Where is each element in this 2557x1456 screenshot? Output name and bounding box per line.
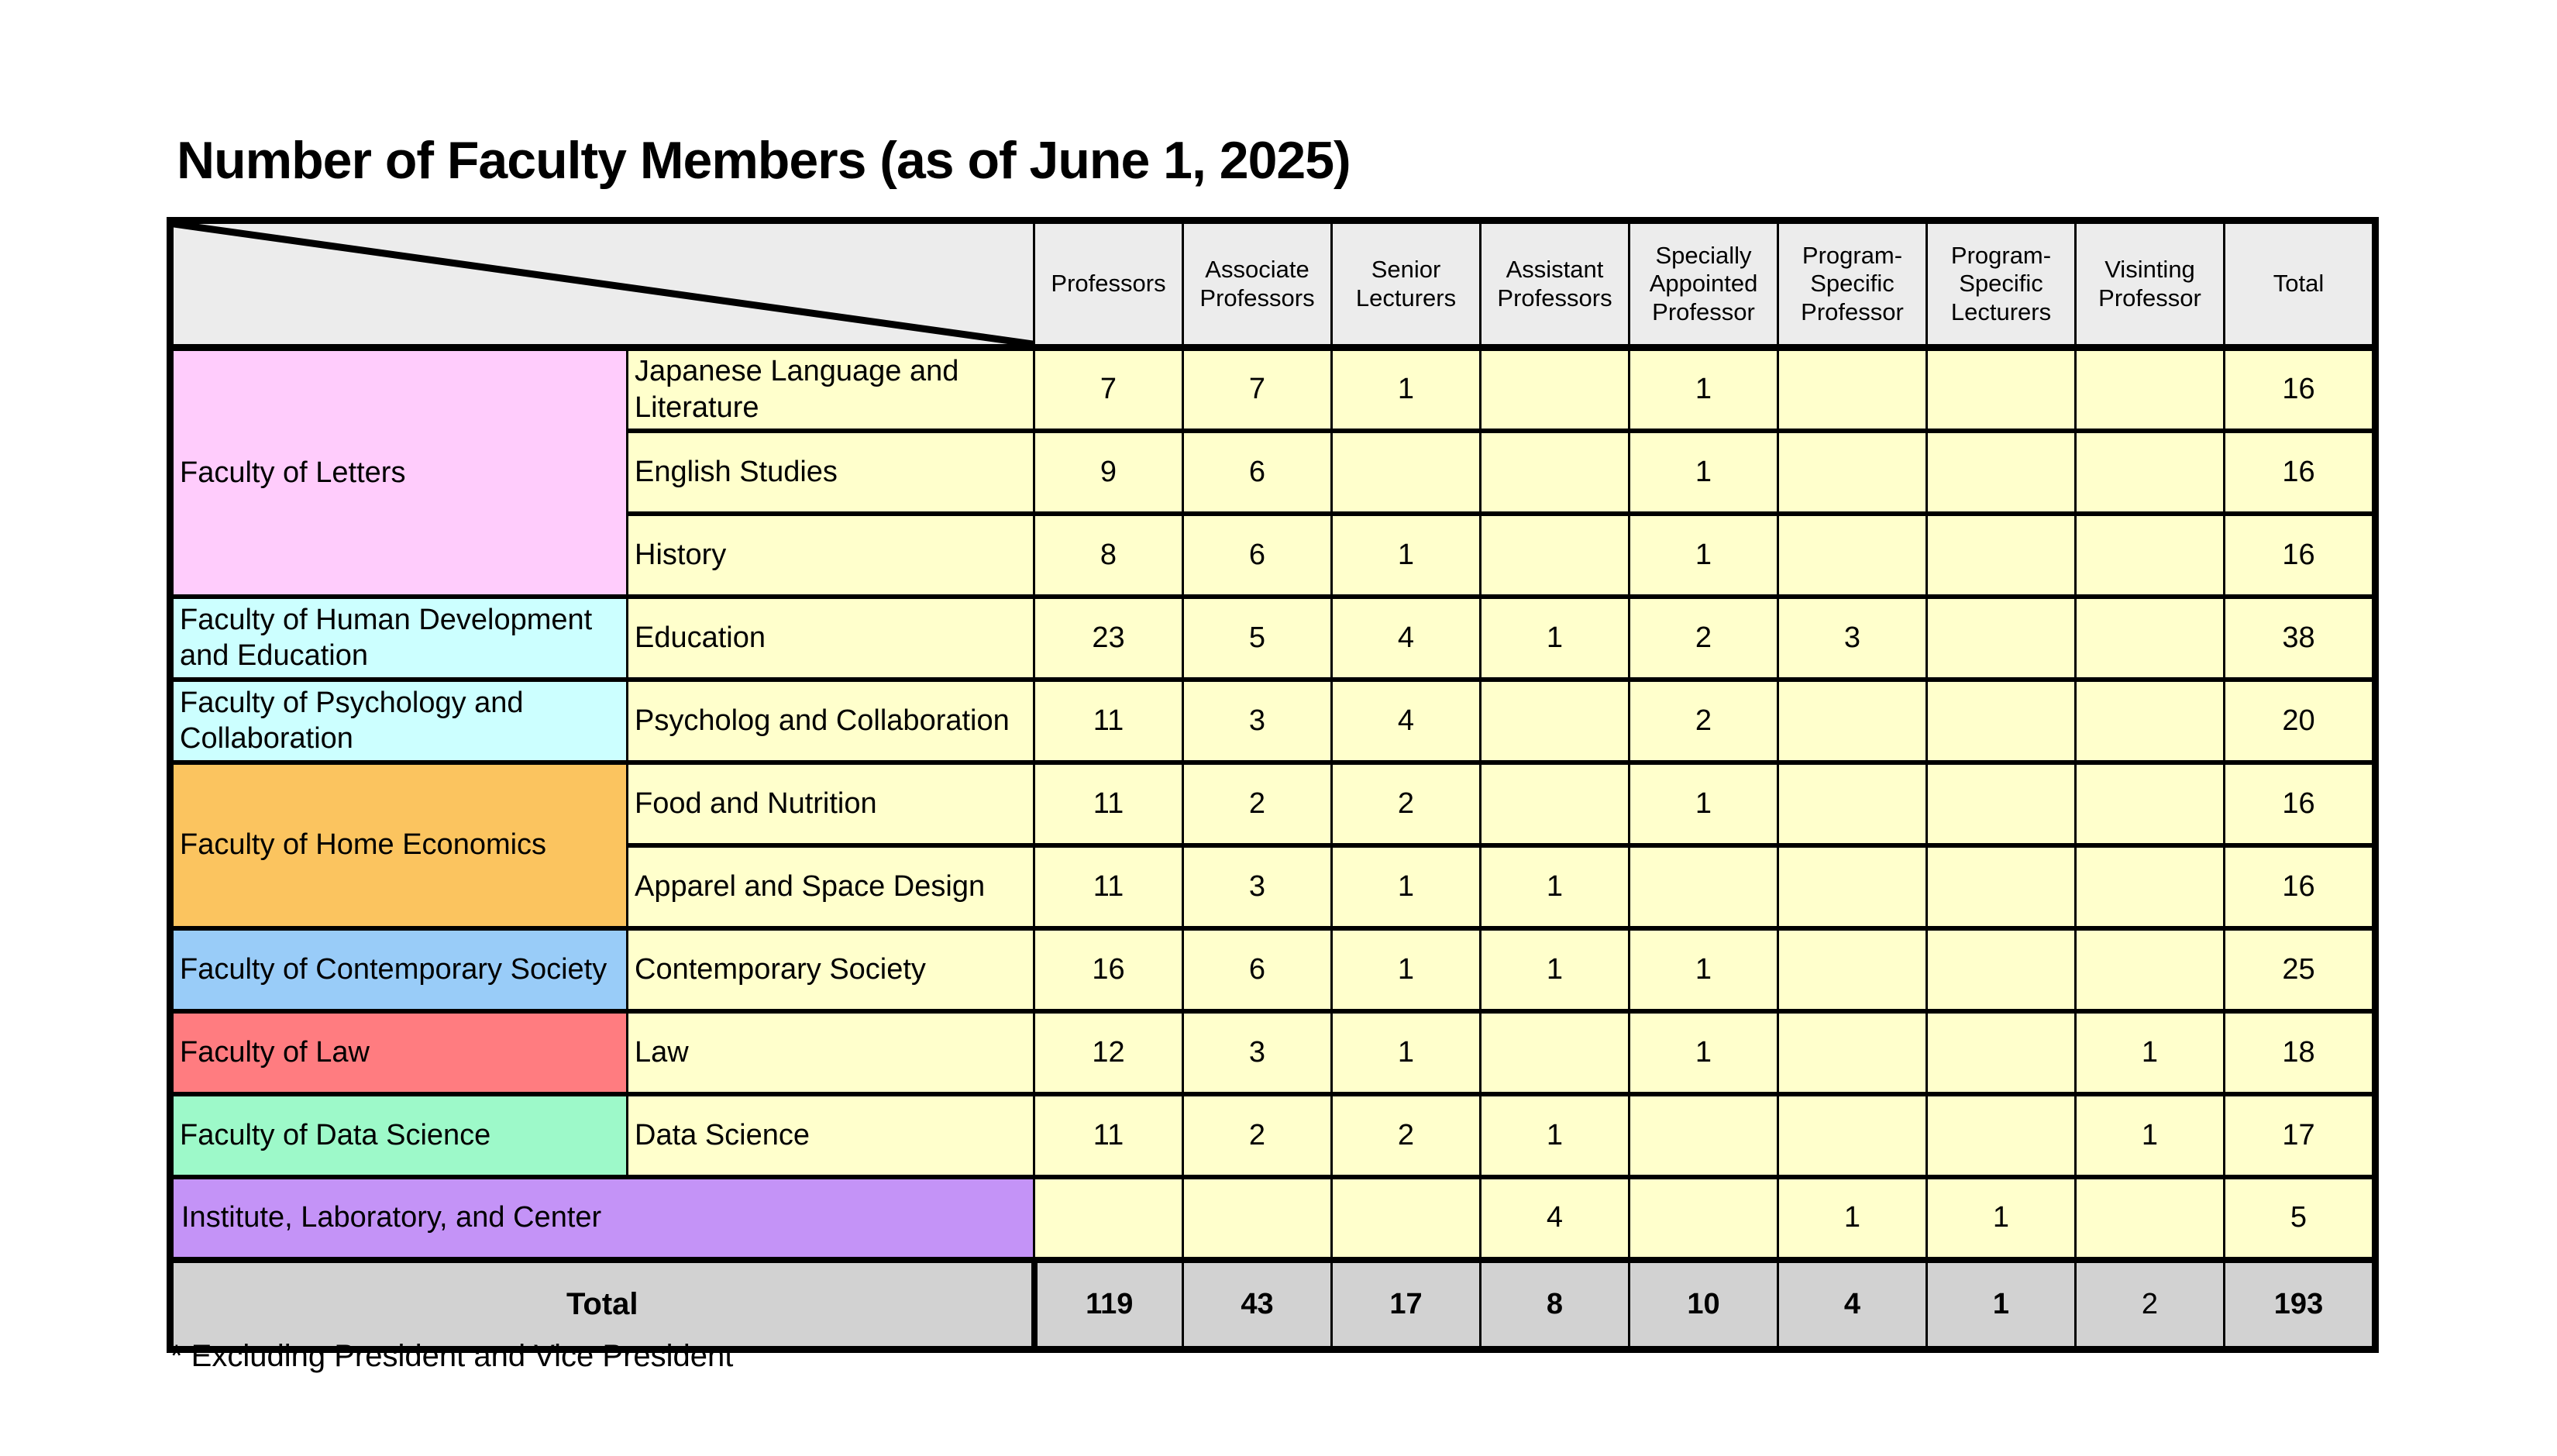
count-cell: 1 bbox=[1332, 348, 1481, 431]
total-cell: 4 bbox=[1778, 1260, 1927, 1350]
col-header-professors: Professors bbox=[1034, 221, 1183, 348]
count-cell bbox=[2076, 762, 2225, 845]
count-cell bbox=[1778, 762, 1927, 845]
diagonal-line-icon bbox=[174, 224, 1033, 344]
count-cell: 1 bbox=[1630, 514, 1778, 597]
count-cell bbox=[1927, 597, 2076, 680]
count-cell bbox=[1927, 431, 2076, 514]
dept-cell: Law bbox=[628, 1011, 1034, 1094]
faculty-cell-institute: Institute, Laboratory, and Center bbox=[170, 1177, 1034, 1260]
total-cell: 43 bbox=[1183, 1260, 1332, 1350]
total-cell: 193 bbox=[2225, 1260, 2376, 1350]
col-header-program-specific-professor: Program-Specific Professor bbox=[1778, 221, 1927, 348]
header-row bbox=[170, 221, 2376, 348]
count-cell bbox=[2076, 597, 2225, 680]
total-cell: 119 bbox=[1034, 1260, 1183, 1350]
table-row bbox=[170, 348, 2376, 431]
dept-cell: English Studies bbox=[628, 431, 1034, 514]
count-cell: 1 bbox=[2076, 1094, 2225, 1177]
dept-cell: Education bbox=[628, 597, 1034, 680]
count-cell bbox=[1778, 348, 1927, 431]
count-cell: 1 bbox=[1630, 928, 1778, 1011]
count-cell: 2 bbox=[1183, 762, 1332, 845]
count-cell: 6 bbox=[1183, 431, 1332, 514]
count-cell bbox=[2076, 348, 2225, 431]
count-cell bbox=[1481, 431, 1630, 514]
count-cell: 17 bbox=[2225, 1094, 2376, 1177]
count-cell: 2 bbox=[1332, 1094, 1481, 1177]
footnote: * Excluding President and Vice President bbox=[170, 1339, 734, 1373]
faculty-cell-data-science: Faculty of Data Science bbox=[170, 1094, 628, 1177]
dept-cell: Apparel and Space Design bbox=[628, 845, 1034, 928]
count-cell: 2 bbox=[1183, 1094, 1332, 1177]
count-cell: 16 bbox=[2225, 514, 2376, 597]
count-cell: 4 bbox=[1481, 1177, 1630, 1260]
count-cell bbox=[1481, 680, 1630, 762]
count-cell: 12 bbox=[1034, 1011, 1183, 1094]
count-cell bbox=[1778, 680, 1927, 762]
count-cell: 1 bbox=[1630, 348, 1778, 431]
count-cell bbox=[1630, 1094, 1778, 1177]
count-cell: 4 bbox=[1332, 597, 1481, 680]
count-cell: 16 bbox=[2225, 431, 2376, 514]
table-row bbox=[170, 1177, 2376, 1260]
col-header-associate-professors: Associate Professors bbox=[1183, 221, 1332, 348]
faculty-table bbox=[167, 217, 2379, 1353]
dept-cell: Data Science bbox=[628, 1094, 1034, 1177]
count-cell: 1 bbox=[1481, 597, 1630, 680]
count-cell: 1 bbox=[1630, 1011, 1778, 1094]
count-cell: 3 bbox=[1183, 1011, 1332, 1094]
total-cell: 2 bbox=[2076, 1260, 2225, 1350]
count-cell bbox=[2076, 845, 2225, 928]
table-row bbox=[170, 680, 2376, 762]
col-header-senior-lecturers: Senior Lecturers bbox=[1332, 221, 1481, 348]
count-cell: 8 bbox=[1034, 514, 1183, 597]
count-cell: 1 bbox=[1481, 928, 1630, 1011]
count-cell bbox=[1778, 1094, 1927, 1177]
count-cell bbox=[1481, 348, 1630, 431]
count-cell: 2 bbox=[1630, 680, 1778, 762]
faculty-cell-psychology: Faculty of Psychology and Collaboration bbox=[170, 680, 628, 762]
count-cell: 1 bbox=[1481, 845, 1630, 928]
count-cell: 1 bbox=[1332, 928, 1481, 1011]
count-cell: 5 bbox=[2225, 1177, 2376, 1260]
col-header-visinting-professor: Visinting Professor bbox=[2076, 221, 2225, 348]
count-cell bbox=[2076, 680, 2225, 762]
count-cell: 2 bbox=[1630, 597, 1778, 680]
count-cell bbox=[1927, 348, 2076, 431]
count-cell bbox=[1481, 1011, 1630, 1094]
count-cell bbox=[2076, 431, 2225, 514]
col-header-assistant-professors: Assistant Professors bbox=[1481, 221, 1630, 348]
count-cell: 20 bbox=[2225, 680, 2376, 762]
faculty-cell-law: Faculty of Law bbox=[170, 1011, 628, 1094]
count-cell: 5 bbox=[1183, 597, 1332, 680]
col-header-total: Total bbox=[2225, 221, 2376, 348]
total-cell: 1 bbox=[1927, 1260, 2076, 1350]
diagonal-corner-cell bbox=[170, 221, 1034, 348]
count-cell bbox=[1778, 845, 1927, 928]
count-cell: 1 bbox=[1630, 431, 1778, 514]
count-cell: 16 bbox=[2225, 762, 2376, 845]
count-cell: 11 bbox=[1034, 762, 1183, 845]
count-cell bbox=[1927, 1094, 2076, 1177]
faculty-cell-human-development: Faculty of Human Development and Education bbox=[170, 597, 628, 680]
dept-cell: Psycholog and Collaboration bbox=[628, 680, 1034, 762]
count-cell bbox=[1927, 845, 2076, 928]
count-cell: 16 bbox=[2225, 845, 2376, 928]
count-cell bbox=[1481, 762, 1630, 845]
count-cell: 2 bbox=[1332, 762, 1481, 845]
count-cell: 11 bbox=[1034, 845, 1183, 928]
count-cell: 25 bbox=[2225, 928, 2376, 1011]
table-row bbox=[170, 928, 2376, 1011]
faculty-cell-home-economics: Faculty of Home Economics bbox=[170, 762, 628, 928]
count-cell bbox=[1927, 514, 2076, 597]
dept-cell: Japanese Language and Literature bbox=[628, 348, 1034, 431]
count-cell: 3 bbox=[1778, 597, 1927, 680]
count-cell: 23 bbox=[1034, 597, 1183, 680]
count-cell: 11 bbox=[1034, 1094, 1183, 1177]
col-header-program-specific-lecturers: Program-Specific Lecturers bbox=[1927, 221, 2076, 348]
count-cell: 4 bbox=[1332, 680, 1481, 762]
count-cell bbox=[1183, 1177, 1332, 1260]
count-cell: 1 bbox=[1630, 762, 1778, 845]
count-cell: 3 bbox=[1183, 845, 1332, 928]
count-cell bbox=[1778, 1011, 1927, 1094]
count-cell: 6 bbox=[1183, 514, 1332, 597]
count-cell: 16 bbox=[2225, 348, 2376, 431]
count-cell bbox=[2076, 514, 2225, 597]
count-cell: 6 bbox=[1183, 928, 1332, 1011]
count-cell: 1 bbox=[1778, 1177, 1927, 1260]
count-cell: 38 bbox=[2225, 597, 2376, 680]
count-cell: 1 bbox=[2076, 1011, 2225, 1094]
faculty-cell-letters: Faculty of Letters bbox=[170, 348, 628, 597]
count-cell bbox=[1927, 928, 2076, 1011]
count-cell bbox=[1332, 1177, 1481, 1260]
table-row bbox=[170, 1011, 2376, 1094]
total-cell: 10 bbox=[1630, 1260, 1778, 1350]
count-cell bbox=[2076, 928, 2225, 1011]
total-label-cell: Total bbox=[170, 1260, 1034, 1350]
count-cell: 1 bbox=[1332, 1011, 1481, 1094]
faculty-cell-contemporary-society: Faculty of Contemporary Society bbox=[170, 928, 628, 1011]
count-cell bbox=[1927, 1011, 2076, 1094]
count-cell: 16 bbox=[1034, 928, 1183, 1011]
total-cell: 8 bbox=[1481, 1260, 1630, 1350]
count-cell: 3 bbox=[1183, 680, 1332, 762]
total-row bbox=[170, 1260, 2376, 1350]
count-cell bbox=[1927, 762, 2076, 845]
count-cell bbox=[1778, 928, 1927, 1011]
table-row bbox=[170, 1094, 2376, 1177]
count-cell bbox=[1927, 680, 2076, 762]
count-cell bbox=[1630, 845, 1778, 928]
page-title: Number of Faculty Members (as of June 1, 2025) bbox=[177, 131, 1351, 190]
count-cell: 11 bbox=[1034, 680, 1183, 762]
count-cell bbox=[1778, 514, 1927, 597]
count-cell: 1 bbox=[1927, 1177, 2076, 1260]
table-row bbox=[170, 597, 2376, 680]
dept-cell: Contemporary Society bbox=[628, 928, 1034, 1011]
count-cell bbox=[1630, 1177, 1778, 1260]
count-cell bbox=[1034, 1177, 1183, 1260]
count-cell: 1 bbox=[1332, 845, 1481, 928]
total-cell: 17 bbox=[1332, 1260, 1481, 1350]
count-cell: 7 bbox=[1183, 348, 1332, 431]
count-cell: 1 bbox=[1481, 1094, 1630, 1177]
count-cell bbox=[1481, 514, 1630, 597]
dept-cell: Food and Nutrition bbox=[628, 762, 1034, 845]
table-row bbox=[170, 762, 2376, 845]
count-cell bbox=[1778, 431, 1927, 514]
count-cell: 1 bbox=[1332, 514, 1481, 597]
count-cell bbox=[1332, 431, 1481, 514]
dept-cell: History bbox=[628, 514, 1034, 597]
count-cell bbox=[2076, 1177, 2225, 1260]
count-cell: 18 bbox=[2225, 1011, 2376, 1094]
count-cell: 7 bbox=[1034, 348, 1183, 431]
col-header-specially-appointed-professor: Specially Appointed Professor bbox=[1630, 221, 1778, 348]
count-cell: 9 bbox=[1034, 431, 1183, 514]
